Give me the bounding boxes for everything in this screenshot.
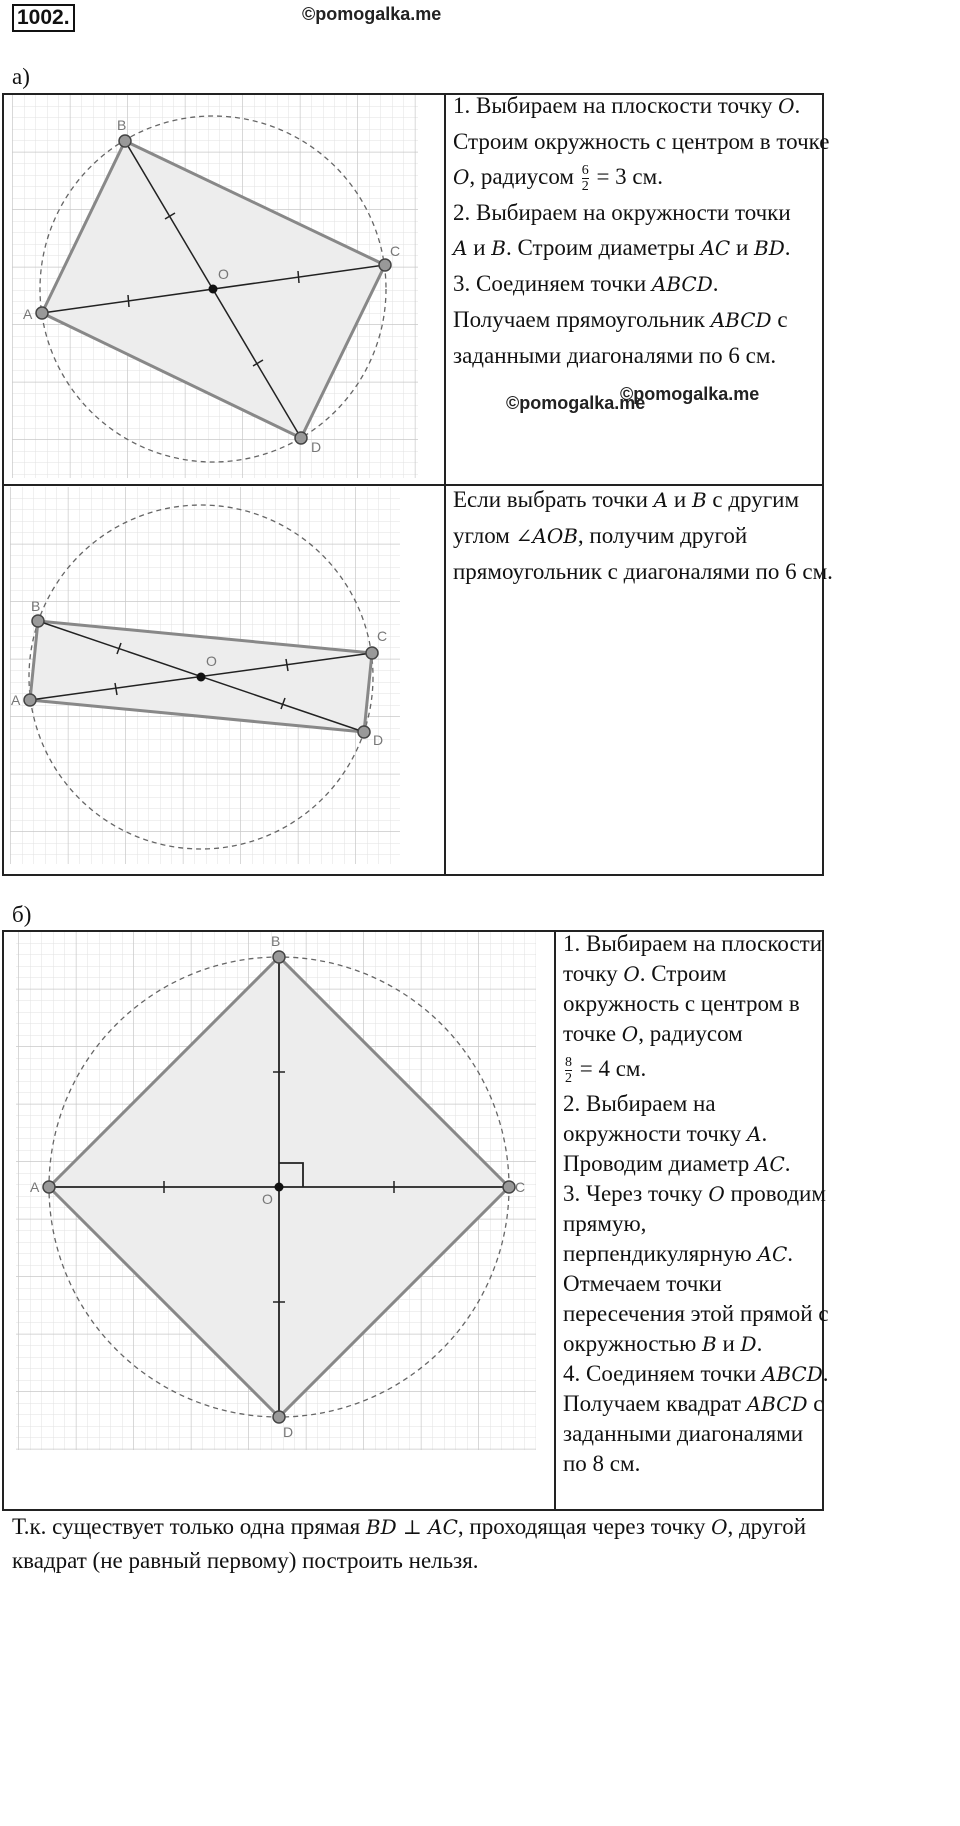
point-o-label: O: [206, 653, 217, 669]
point-d-label: D: [311, 439, 322, 455]
problem-number: 1002.: [12, 4, 75, 32]
point-b-label: B: [271, 933, 281, 949]
point-d-label: D: [283, 1424, 294, 1440]
point-b-label: B: [117, 117, 127, 133]
text-line: квадрат (не равный первому) построить нельзя.: [12, 1548, 479, 1573]
watermark: ©pomogalka.me: [620, 384, 760, 404]
text-line: перпендикулярную AC.: [563, 1241, 793, 1266]
fraction: $\frac{6}{2}$: [581, 163, 589, 195]
text-line: Если выбрать точки A и B с другим: [453, 487, 800, 512]
text-line: прямоугольник с диагоналями по 6 см.: [453, 559, 833, 584]
text-line: 3. Через точку O проводим: [563, 1181, 826, 1206]
text-line: окружности точку A.: [563, 1121, 768, 1146]
part-b-label: б): [12, 902, 32, 927]
point-o-label: O: [218, 266, 229, 282]
text-line: Проводим диаметр AC.: [563, 1151, 791, 1176]
point-c-label: C: [377, 628, 388, 644]
fraction: $\frac{8}{2}$: [565, 1055, 572, 1087]
text-line: пересечения этой прямой с: [563, 1301, 829, 1326]
text-line: O, радиусом $\frac{6}{2}$ = 3 см.: [453, 163, 663, 195]
text-line: Получаем квадрат ABCD с: [563, 1391, 824, 1416]
text-line: прямую,: [563, 1211, 647, 1236]
part-a-text-1: [453, 88, 829, 373]
text-line: 3. Соединяем точки ABCD.: [453, 271, 719, 296]
point-a-label: A: [11, 692, 21, 708]
rectangle-figure-1: [4, 95, 442, 483]
text-line: окружностью B и D.: [563, 1331, 763, 1356]
text-line: углом ∠AOB, получим другой: [453, 523, 748, 548]
text-line: A и B. Строим диаметры AC и BD.: [453, 235, 791, 260]
text-line: $\frac{8}{2}$ = 4 см.: [565, 1055, 647, 1087]
square-figure: [4, 932, 552, 1509]
text-line: Получаем прямоугольник ABCD с: [453, 307, 788, 332]
part-a-label: а): [12, 64, 30, 89]
text-line: заданными диагоналями: [563, 1421, 804, 1446]
point-a-label: A: [30, 1179, 40, 1195]
text-line: 2. Выбираем на: [563, 1091, 716, 1116]
point-d-label: D: [373, 732, 384, 748]
part-b-text: [563, 929, 829, 1479]
text-line: 2. Выбираем на окружности точки: [453, 200, 791, 225]
text-line: 1. Выбираем на плоскости точку O.: [453, 93, 801, 118]
part-b-col-divider: [554, 930, 556, 1511]
watermark: ©pomogalka.me: [506, 393, 646, 413]
text-line: Строим окружность с центром в точке: [453, 129, 830, 154]
part-a-text-2: [453, 482, 833, 589]
point-b-label: B: [31, 598, 41, 614]
text-line: по 8 см.: [563, 1451, 641, 1476]
point-a-label: A: [23, 306, 33, 322]
text-line: окружность с центром в: [563, 991, 800, 1016]
watermark: ©pomogalka.me: [302, 4, 442, 24]
rectangle-figure-2: [4, 487, 442, 871]
text-line: заданными диагоналями по 6 см.: [453, 343, 777, 368]
part-a-col-divider: [444, 93, 446, 876]
text-line: точке O, радиусом: [563, 1021, 743, 1046]
point-o-label: O: [262, 1191, 273, 1207]
text-line: Т.к. существует только одна прямая BD ⊥ AC, проходящая через точку O, другой: [12, 1514, 807, 1539]
text-line: точку O. Строим: [563, 961, 727, 986]
conclusion: [12, 1510, 806, 1578]
text-line: 4. Соединяем точки ABCD.: [563, 1361, 829, 1386]
text-line: 1. Выбираем на плоскости: [563, 931, 823, 956]
point-c-label: C: [390, 243, 401, 259]
point-c-label: C: [515, 1179, 526, 1195]
text-line: Отмечаем точки: [563, 1271, 722, 1296]
